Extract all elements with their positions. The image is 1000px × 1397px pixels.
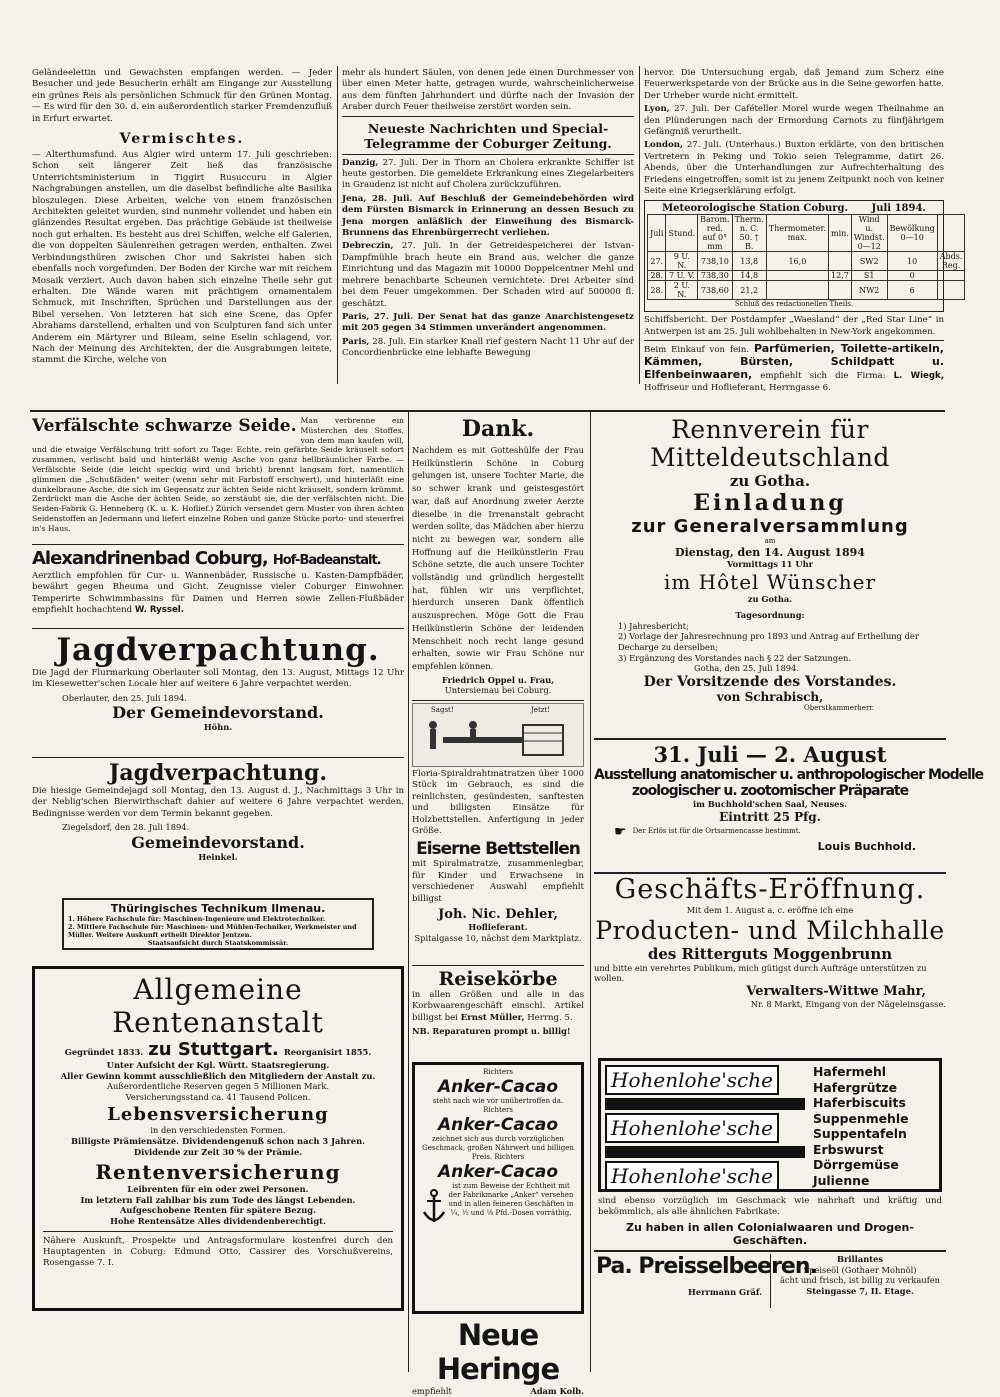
illustration-caption: Jetzt! — [531, 706, 551, 714]
ad-name: L. Wiegk, — [893, 371, 944, 382]
ad-jagd-oberlauter — [32, 632, 404, 733]
ad-jagd-ziegelsdorf — [32, 760, 404, 862]
product-item: Julienne — [813, 1172, 870, 1188]
ad-product: Anker-Cacao — [437, 1115, 559, 1135]
section-divider — [30, 410, 945, 412]
ad-address: Spitalgasse 10, nächst dem Marktplatz. — [414, 932, 582, 943]
ad-signature: Der Vorsitzende des Vorstandes. — [643, 673, 897, 690]
ad-text: empfiehlt — [412, 1386, 452, 1396]
pointing-hand-icon: ☛ — [614, 823, 627, 840]
ad-product: Anker-Cacao — [437, 1162, 559, 1182]
telegram-item — [342, 312, 634, 335]
ad-title: Jagdverpachtung. — [56, 632, 380, 668]
table-cell: 738,10 — [698, 252, 732, 271]
telegram-place: Debreczin, — [342, 241, 394, 252]
ad-products — [813, 1064, 939, 1188]
telegram-place: Paris, — [342, 311, 370, 322]
weather-col: Therm. n. C. 50. † B. — [732, 215, 766, 252]
ad-line: in den verschiedensten Formen. — [150, 1125, 286, 1136]
ad-reisekoerbe — [412, 968, 584, 1037]
ad-brand: Richters — [483, 1068, 513, 1076]
product-item: Hafermehl — [813, 1064, 887, 1079]
ad-date: Dienstag, den 14. August 1894 — [675, 546, 865, 559]
telegram-item — [342, 337, 634, 360]
ad-title: Neue Heringe — [436, 1318, 560, 1386]
ad-name: Producten- und Milchhalle — [595, 915, 945, 945]
ad-geschaeft — [594, 874, 946, 1009]
ad-line: Leibrenten für ein oder zwei Personen. — [127, 1184, 309, 1195]
article-text: hervor. Die Untersuchung ergab, daß Jemand zum Scherz eine Feuerwerkspetarde von der Brücke aus in die Seine geworfen hatte. Der Urheber wurde nicht ermittelt. — [644, 68, 944, 101]
table-cell: 28. — [648, 271, 666, 281]
ad-line: Außerordentliche Reserven gegen 5 Millionen Mark. — [106, 1081, 330, 1092]
product-item: Suppentafeln — [813, 1126, 907, 1141]
table-cell — [766, 271, 828, 281]
ad-heringe — [412, 1318, 584, 1397]
section-heading-vermischtes: Vermischtes. — [119, 131, 245, 148]
ad-city: zu Stuttgart. — [148, 1039, 279, 1060]
column-divider — [590, 412, 591, 1372]
ad-title: Eiserne Bettstellen — [416, 839, 580, 860]
section-heading-telegrams: Neueste Nachrichten und Special-Telegramme der Coburger Zeitung. — [364, 120, 612, 151]
weather-footer: Schluß des redactionellen Theils. — [734, 300, 854, 309]
ad-line: Aufgeschobene Renten für spätere Bezug. — [119, 1205, 316, 1216]
ad-name: Heinkel. — [198, 851, 238, 862]
ad-date: Oberlauter, den 25. Juli 1894. — [62, 692, 187, 703]
ad-line: zeichnet sich aus durch vorzüglichen Geschmack, großen Nährwert und billigen Preis. Richters — [422, 1135, 574, 1161]
ad-technikum — [62, 898, 374, 950]
ad-subtitle: Hof-Badeanstalt. — [272, 553, 381, 568]
table-cell: 738,30 — [698, 271, 732, 281]
ad-line: 1. Höhere Fachschule für: Maschinen-Ingenieure und Elektrotechniker. — [68, 915, 326, 923]
ad-reorg: Reorganisirt 1855. — [283, 1047, 372, 1057]
ad-body: mit Spiralmatratze, zusammenlegbar, für Kinder und Erwachsene in verschiedener Auswahl empfiehlt billigst — [412, 859, 584, 904]
ad-owner: W. Ryssel. — [134, 605, 184, 616]
ad-address: Steingasse 7, II. Etage. — [806, 1285, 914, 1296]
telegram-item — [342, 158, 634, 192]
telegram-item — [644, 140, 944, 197]
ad-shops: Zu haben in allen Colonialwaaren und Drogen-Geschäften. — [626, 1220, 914, 1247]
ad-line: Billigste Prämiensätze. Dividendengenuß schon nach 3 Jahren. — [70, 1135, 365, 1146]
product-item: Hafergrütze — [813, 1079, 897, 1095]
ad-rentenanstalt — [32, 966, 404, 1311]
ad-matratzen — [412, 703, 584, 943]
ad-speiseoel — [774, 1254, 946, 1296]
ad-brand: Hohenlohe'sche — [605, 1065, 779, 1095]
ad-line: steht nach wie vor unübertroffen da. Richters — [432, 1097, 564, 1114]
telegram-text: 27. Juli. In der Getreidespeicherei der Istvan-Dampfmühle brach heute ein Brand aus, welcher die ganze Einrichtung und das Magazin mit 10000 Doppelcentner Mehl und mehrere benachbarte Scheunen vernichtete. Drei Arbeiter sind bei dem Feuer umgekommen. Der Schaden wird auf 500000 fl. geschätzt. — [342, 241, 634, 309]
ad-line: des Ritterguts Moggenbrunn — [647, 944, 893, 963]
ad-line: 2. Mittlere Fachschule für: Maschinen- und Mühlen-Techniker, Werkmeister und Müller. Weitere Auskunft ertheilt Direktor Jentzen. — [68, 923, 357, 939]
telegram-place: Jena, — [342, 193, 367, 204]
ad-body: Die Jagd der Flurmarkung Oberlauter soll Montag, den 13. August, Mittags 12 Uhr im Kiesewetter'schen Locale hier auf weitere 6 Jahre verpachtet werden. — [32, 668, 404, 690]
ad-illustration — [412, 703, 584, 767]
ad-name: Ernst Müller, — [460, 1012, 525, 1023]
ad-body: sind ebenso vorzüglich im Geschmack wie nahrhaft und kräftig und bekömmlich, als alle ähnlichen Fabrikate. — [598, 1196, 942, 1218]
ad-footer: Staatsaufsicht durch Staatskommissär. — [147, 939, 289, 947]
black-bar — [605, 1146, 805, 1158]
ad-footer: NB. Reparaturen prompt u. billig! — [412, 1026, 571, 1037]
ad-line: zoologischer u. zootomischer Präparate — [631, 783, 909, 799]
ad-footer: Nähere Auskunft, Prospekte und Antragsformulare kostenfrei durch den Hauptagenten in Coburg: Edmund Otto, Cassirer des Vorschußvereins, Rosengasse 7. I. — [43, 1235, 393, 1269]
ad-products: Parfümerien, Toilette-artikeln, Kämmen, Bürsten, Schildpatt u. Elfenbeinwaaren, — [644, 342, 944, 382]
ad-heading: Rentenversicherung — [95, 1160, 341, 1185]
divider — [43, 1231, 393, 1232]
ad-title: Dank. — [461, 416, 535, 442]
weather-col: Juli — [648, 215, 666, 252]
ad-rennverein — [594, 416, 946, 713]
column-divider — [337, 66, 338, 384]
table-cell: 14,8 — [732, 271, 766, 281]
table-cell — [828, 281, 851, 300]
ad-block — [421, 1182, 575, 1226]
ad-address: Herrng. 5. — [527, 1012, 573, 1023]
ad-role: Hoflieferant. — [468, 922, 528, 933]
ad-signature: Der Gemeindevorstand. — [112, 703, 324, 723]
telegram-place: Lyon, — [644, 104, 670, 115]
news-column-3 — [644, 68, 963, 396]
telegram-text: 27. Juli. Der in Thorn an Cholera erkrankte Schiffer ist heute gestorben. Die gemeldete Erkrankung eines Ziegelarbeiters in Graudenz ist nicht auf Cholera zurückzuführen. — [342, 157, 635, 191]
product-item: Erbswurst — [813, 1141, 884, 1157]
ad-line: Speiseöl (Gothaer Mohnöl) — [803, 1264, 917, 1275]
ad-title: Allgemeine Rentenanstalt — [112, 973, 324, 1039]
ad-name: Höhn. — [203, 722, 233, 733]
divider — [644, 340, 944, 341]
ad-place: zu Gotha. — [729, 472, 811, 490]
ad-row — [594, 824, 946, 840]
table-cell: 7 U. V. — [666, 271, 698, 281]
telegram-text: 28. Juli. Ein starker Knall rief gestern Nacht 11 Uhr auf der Concordienbrücke eine lebhafte Bewegung — [342, 336, 635, 359]
black-bar — [605, 1098, 805, 1110]
telegram-item — [644, 104, 944, 138]
ad-founded: Gegründet 1833. — [64, 1047, 144, 1057]
ad-title: Rennverein für Mitteldeutschland — [650, 415, 890, 472]
table-cell — [766, 281, 828, 300]
table-row — [648, 271, 965, 281]
ad-address: Nr. 8 Markt, Eingang von der Nägeleinsgasse. — [750, 998, 946, 1009]
ad-rank: Oberstkammerherr. — [804, 703, 875, 712]
agenda-item: 1) Jahresbericht; — [618, 620, 689, 631]
illustration-caption: Sagst! — [431, 706, 454, 714]
ad-anker-cacao — [412, 1062, 584, 1314]
ad-seide — [32, 416, 404, 536]
ad-name: Herrmann Gräf. — [688, 1287, 762, 1297]
divider — [342, 154, 634, 155]
ad-text: Aerztlich empfohlen für Cur- u. Wannenbäder, Russische u. Kasten-Dampfbäder, bewährt gegen Rheuma und Gicht. Zeugnisse vieler Coburger Einwohner. Temperirte Schwimmbassins für Damen und Herren sowie Zellen-Flußbäder empfiehlt hochachtend — [32, 571, 404, 616]
product-item: Haferbiscuits — [813, 1095, 906, 1110]
ad-line: Brillantes — [836, 1254, 884, 1264]
ad-title: Jagdverpachtung. — [108, 760, 328, 786]
weather-col: Barom. red. auf 0° mm — [698, 215, 732, 252]
ad-line: im Buchhold'schen Saal, Neuses. — [692, 799, 848, 809]
bed-illustration — [413, 715, 583, 765]
ad-dates: 31. Juli — 2. August — [653, 742, 887, 767]
product-item: Suppenmehle — [813, 1110, 909, 1126]
ad-row — [412, 1386, 584, 1397]
ad-line: ächt und frisch, ist billig zu verkaufen — [779, 1275, 941, 1286]
ad-text: am — [764, 537, 776, 545]
ad-body: Floria-Spiraldrahtmatratzen über 1000 Stück im Gebrauch, es sind die reinlichsten, gesündesten, sanftesten und billigsten Einsätze für Holzbettstellen. Anfertigung in jeder Größe. — [412, 769, 584, 837]
column-divider — [770, 1254, 771, 1308]
ad-title-seide — [32, 416, 297, 436]
divider — [342, 116, 634, 117]
ad-body — [32, 571, 404, 617]
weather-table-box — [644, 200, 963, 312]
ad-invite: Einladung — [693, 490, 847, 516]
ad-brand: Hohenlohe'sche — [605, 1161, 779, 1191]
table-cell: Abds. Reg. — [937, 252, 965, 271]
article-text: — Alterthumsfund. Aus Algier wird unterm 17. Juli geschrieben: Schon seit längerer Zeit ließ das französische Unterrichtsministerium in Tiggirt Rusuccuru in Algier Nachgrabungen anstellen, um die daselbst befindliche alte Basilika bloszulegen. Diese Arbeiten, welche von einem französischen Architekten geleitet wurden, sind nunmehr vollendet und haben ein glänzendes Resultat ergeben. Das prächtige Gebäude ist theilweise noch gut erhalten. Es besteht aus drei Schiffen, welche elf Galerien, die von doppelten Säulenreihen getragen werden, enthalten. Zwei Verbindungsthüren zwischen Chor und Sakristei haben sich ebenfalls noch vorgefunden. Der Boden der Kirche war mit reichem Mosaik verziert. Auch davon haben sich einzelne Theile sehr gut erhalten. Die Wände waren mit prächtigem ornamentalem Schmuck, mit Inschriften, Sprüchen und Darstellungen aus der Bibel versehen. Von letzteren hat sich eine Scene, das Opfer Abrahams darstellend, erhalten und von Sculpturen fand sich unter Anderem ein Märtyrer und Bileam, seine Eselin schlagend, vor. Nach der Meinung des Architekten, der die Ausgrabungen leitete, stammt die Kirche, welche von — [32, 150, 332, 366]
article-text: mehr als hundert Säulen, von denen jede einen Durchmesser von über einen Meter hatte, getragen wurde, wahrscheinlicherweise aus dem fünften Jahrhundert und dürfte nach der Invasion der Araber durch Feuer theilweise zerstört worden sein. — [342, 68, 634, 113]
ad-ausstellung — [594, 742, 984, 853]
ad-founding — [43, 1039, 393, 1060]
ad-body: Die hiesige Gemeindejagd soll Montag, den 13. August d. J., Nachmittags 3 Uhr in der Neblig'schen Bierwirthschaft dahier auf weitere 6 Jahre verpachtet werden. Bedingnisse werden vor dem Termin bekannt gegeben. — [32, 786, 404, 819]
table-cell: 16,0 — [766, 252, 828, 271]
divider — [32, 757, 404, 758]
ad-hohenlohe-text — [598, 1196, 942, 1247]
weather-table — [647, 214, 965, 300]
table-cell: 9 U. N. — [666, 252, 698, 271]
ad-name: von Schrabisch, — [716, 689, 824, 704]
ad-signature: Friedrich Oppel u. Frau, — [441, 674, 555, 685]
telegram-text: 27. Juli. Der Senat hat das ganze Anarchistengesetz mit 205 gegen 34 Stimmen unverändert angenommen. — [342, 311, 634, 334]
ad-line: Versicherungsstand ca. 41 Tausend Policen. — [125, 1091, 311, 1102]
divider — [32, 628, 404, 629]
table-cell: 6 — [887, 281, 937, 300]
weather-col: Thermometer. max. — [766, 215, 828, 252]
table-cell — [937, 281, 965, 300]
ad-body: Man verbrenne ein Müsterchen des Stoffes, von dem man kaufen will, und die etwaige Verfälschung tritt sofort zu Tage: Echte, rein gefärbte Seide kräuselt sofort zusammen, verlischt bald und hinterläßt wenig Asche von ganz hellbräunlicher Farbe. — Verfälschte Seide (die leicht speckig wird und bricht) brennt langsam fort, namentlich glimmen die „Schußfäden“ weiter (wenn sehr mit Farbstoff erschwert), und hinterläßt eine dunkelbraune Asche, die sich im Gegensatz zur ächten Seide nicht kräuselt, sondern krümmt. Zerdrückt man die Asche der ächten Seide, so zerstäubt sie, die der verfälschten nicht. Die Seiden-Fabrik G. Henneberg (K. u. K. Hoflief.) Zürich versendet gern Muster von ihren ächten Seidenstoffen an Jedermann und liefert einzelne Roben und ganze Stücke porto- und steuerfrei in's Haus. — [32, 416, 404, 533]
ad-agenda-title: Tagesordnung: — [735, 610, 805, 621]
ad-event: zur Generalversammlung — [631, 516, 909, 537]
table-cell: SW2 — [851, 252, 887, 271]
wiegk-ad — [644, 343, 944, 394]
ad-signature: Gemeindevorstand. — [131, 832, 305, 852]
ad-time: Vormittags 11 Uhr — [727, 559, 813, 569]
ad-text: Beim Einkauf von fein. — [644, 345, 750, 356]
table-cell: 21,2 — [732, 281, 766, 300]
weather-col — [937, 215, 965, 252]
divider — [594, 1250, 946, 1252]
product-item: Dörrgemüse — [813, 1157, 899, 1172]
table-cell: 28. — [648, 281, 666, 300]
ad-line: Aller Gewinn kommt ausschließlich den Mitgliedern der Anstalt zu. — [60, 1070, 376, 1081]
ad-name: Adam Kolb. — [530, 1386, 584, 1396]
column-divider — [639, 66, 640, 384]
ad-title: Reisekörbe — [438, 968, 558, 990]
ad-title: Alexandrinenbad Coburg, — [32, 548, 268, 569]
ad-line: Der Erlös ist für die Ortsarmencasse bestimmt. — [632, 827, 801, 836]
table-cell — [828, 252, 851, 271]
ad-line: Hohe Rentensätze Alles dividendenberechtigt. — [110, 1215, 326, 1226]
weather-col: Stund. — [666, 215, 698, 252]
ad-date: Gotha, den 25. Juli 1894. — [694, 663, 799, 674]
ad-preisselbeeren — [596, 1254, 817, 1298]
ad-product: Anker-Cacao — [437, 1077, 559, 1097]
shipping-report: Schiffsbericht. Der Postdampfer „Waesland“ der „Red Star Line“ in Antwerpen ist am 25. Juli wohlbehalten in New-York angekommen. — [644, 315, 944, 337]
ad-line: ist zum Beweise der Echtheit mit der Fabrikmarke „Anker“ versehen und in allen feineren Geschäften in ¼, ½ und ⅛ Pfd.-Dosen vorräthig. — [448, 1182, 574, 1217]
news-column-2 — [342, 68, 634, 362]
ad-body: Nachdem es mit Gotteshülfe der Frau Heilkünstlerin Schöne in Coburg gelungen ist, unsere Tochter Marie, die so schwer krank und geistesgestört war, daß auf Anordnung zweier Aerzte dieselbe in die Irrenanstalt gebracht werden sollte, das Mädchen aber hierzu nicht zu bewegen war, sondern alle Hoffnung auf die Heilkünstlerin Frau Schöne setzte, die auch unsere Tochter vollständig und gründlich hergestellt hat, fühlen wir uns verpflichtet, hierdurch unseren Dank öffentlich auszusprechen. Möge Gott die Frau Heilkünstlerin Schöne der leidenden Menschheit noch recht lange gesund erhalten, sowie wir Frau Schöne nur empfehlen können. — [412, 445, 584, 671]
ad-line: Im letztern Fall zahlbar bis zum Tode des längst Lebenden. — [80, 1194, 356, 1205]
ad-title: Thüringisches Technikum Ilmenau. — [110, 902, 326, 915]
ad-venue: im Hôtel Wünscher — [663, 569, 877, 594]
ad-line: Eintritt 25 Pfg. — [719, 809, 821, 824]
ad-text: empfiehlt sich die Firma: — [760, 371, 886, 382]
table-row — [648, 281, 965, 300]
weather-header-row — [648, 215, 965, 252]
telegram-item — [342, 241, 634, 309]
ad-alexandrinenbad — [32, 548, 404, 619]
telegram-text: 28. Juli. Auf Beschluß der Gemeindebehörden wird dem Fürsten Bismarck in Erinnerung an dessen Besuch zu Jena morgen anläßlich der Einweihung des Bismarck-Brunnens das Ehrenbürgerrecht verliehen. — [342, 193, 634, 239]
ad-title: Geschäfts-Eröffnung. — [614, 874, 926, 905]
ad-title: Verfälschte schwarze Seide. — [32, 416, 297, 436]
table-cell: 27. — [648, 252, 666, 271]
telegram-place: Danzig, — [342, 157, 379, 168]
ad-title: Pa. Preisselbeeren. — [596, 1254, 817, 1279]
divider — [594, 738, 946, 740]
weather-col: Wind u. Windst. 0—12 — [851, 215, 887, 252]
weather-col: min. — [828, 215, 851, 252]
ad-brand: Hohenlohe'sche — [605, 1113, 779, 1143]
telegram-place: Paris, — [342, 336, 370, 347]
weather-title — [647, 203, 941, 214]
ad-place: Untersiemau bei Coburg. — [444, 685, 552, 696]
ad-text: in allen Größen und alle in das Korbwaarengeschäft einschl. Artikel billigst bei — [412, 990, 584, 1023]
agenda-item: 3) Ergänzung des Vorstandes nach § 22 der Satzungen. — [618, 652, 852, 663]
table-cell — [937, 271, 965, 281]
ad-line: Ausstellung anatomischer u. anthropologischer Modelle — [594, 767, 984, 783]
ad-body — [412, 990, 584, 1024]
ad-line: Mit dem 1. August a. c. eröffne ich eine — [686, 905, 854, 915]
article-text: Geländeelettin und Gewachsten empfangen werden. — Jeder Besucher und jede Besucherin erhält am Eingange zur Ausstellung ein grünes Reis als persönlichen Schmuck für den Grünen Montag. — Es wird für den 30. d. ein außerordentlich starker Fremdenzufluß in Erfurt erwartet. — [32, 68, 332, 124]
ad-name: Joh. Nic. Dehler, — [438, 907, 558, 923]
telegram-text: 27. Juli. Der Cafételler Morel wurde wegen Theilnahme an den Plünderungen nach der Ermordung Carnots zu fünfjährigem Gefängniß verurtheilt. — [644, 104, 944, 138]
table-cell: 2 U. N. — [666, 281, 698, 300]
ad-date: Ziegelsdorf, den 28. Juli 1894. — [62, 822, 190, 833]
ad-header — [32, 548, 404, 569]
table-cell: S1 — [851, 271, 887, 281]
table-cell: NW2 — [851, 281, 887, 300]
ad-city: zu Gotha. — [747, 593, 793, 604]
telegram-item — [342, 194, 634, 240]
divider — [412, 700, 584, 701]
ad-name: Louis Buchhold. — [817, 839, 916, 853]
telegram-text: 27. Juli. (Unterhaus.) Buxton erklärte, von den britischen Vertretern in Peking und Tokio seien Telegramme, datirt 26. Abends, über die Unterhandlungen zur Aufrechterhaltung des Friedens eingetroffen; somit ist zu jenem Zeitpunkt noch von keiner Seite eine Kriegserklärung erfolgt. — [644, 140, 944, 197]
divider — [412, 965, 584, 966]
table-cell: 13,8 — [732, 252, 766, 271]
ad-text: Hoffriseur und Hoflieferant, Herrngasse 6. — [644, 383, 831, 394]
column-divider — [408, 412, 409, 1372]
table-cell: 0 — [887, 271, 937, 281]
telegram-place: London, — [644, 140, 684, 151]
ad-line: Dividende zur Zeit 30 % der Prämie. — [133, 1146, 303, 1157]
ad-body: und bitte ein verehrtes Publikum, mich gütigst durch Aufträge unterstützen zu wollen. — [594, 962, 927, 984]
anchor-icon — [421, 1188, 447, 1226]
agenda-item: 2) Vorlage der Jahresrechnung pro 1893 und Antrag auf Ertheilung der Decharge zu derselben; — [618, 631, 919, 652]
ad-dank — [412, 416, 584, 696]
table-cell: 10 — [887, 252, 937, 271]
table-cell: 738,60 — [698, 281, 732, 300]
ad-hohenlohe — [598, 1058, 942, 1192]
ad-heading: Lebensversicherung — [107, 1104, 329, 1126]
weather-station: Meteorologische Station Coburg. — [662, 203, 849, 215]
divider — [32, 544, 404, 545]
weather-month: Juli 1894. — [871, 203, 926, 215]
table-row — [648, 252, 965, 271]
news-column-1 — [32, 68, 332, 369]
ad-brands — [605, 1065, 805, 1191]
table-cell: 12,7 — [828, 271, 851, 281]
weather-col: Bewölkung 0—10 — [887, 215, 937, 252]
ad-owner: Verwalters-Wittwe Mahr, — [746, 983, 926, 999]
ad-line: Unter Aufsicht der Kgl. Württ. Staatsregierung. — [106, 1060, 330, 1070]
